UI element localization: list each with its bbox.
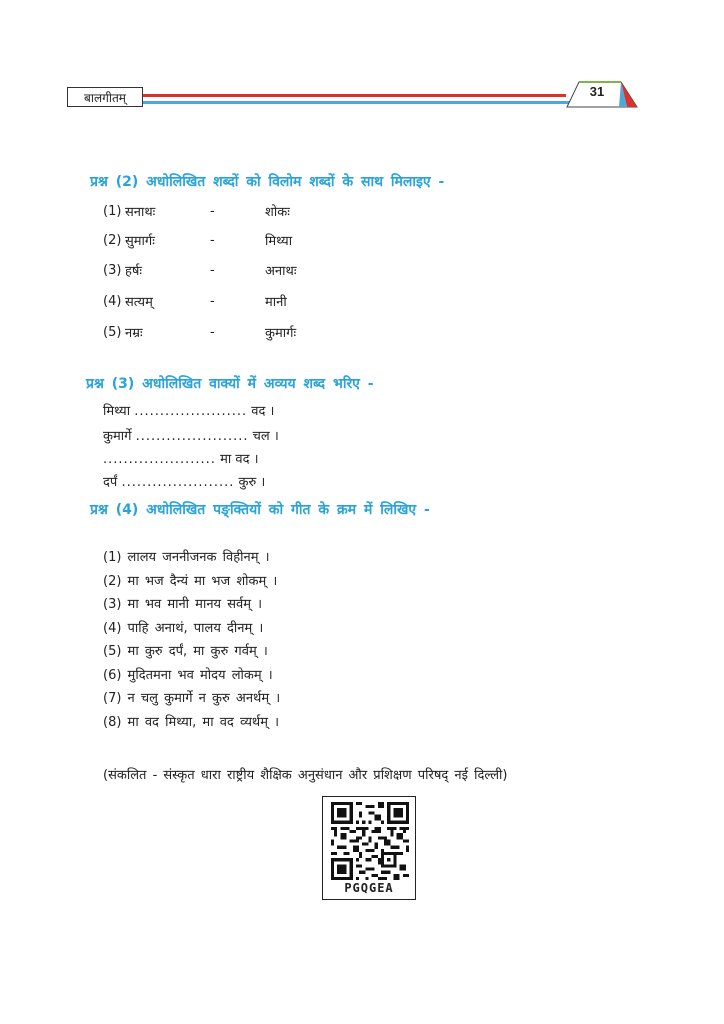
match-row <box>103 259 297 281</box>
song-line: (8) मा वद मिथ्या, मा वद व्यर्थम् । <box>103 715 280 730</box>
fill-after: मा वद । <box>220 452 259 467</box>
match-number: (2) <box>103 232 122 248</box>
fill-before: मिथ्या <box>103 404 131 419</box>
match-row <box>103 321 297 343</box>
header-rule-red <box>143 94 566 97</box>
match-dash: - <box>210 293 215 309</box>
source-citation: (संकलित - संस्कृत धारा राष्ट्रीय शैक्षिक अनुसंधान और प्रशिक्षण परिषद् नई दिल्ली) <box>103 768 508 783</box>
match-row <box>103 229 293 251</box>
fill-before: दर्पं <box>103 475 118 490</box>
song-line: (3) मा भव मानी मानय सर्वम् । <box>103 597 263 612</box>
match-dash: - <box>210 203 215 219</box>
fill-blank-row <box>103 472 265 490</box>
antonym-word: शोकः <box>265 205 290 220</box>
fill-after: वद । <box>251 404 275 419</box>
page-number: 31 <box>589 84 605 99</box>
match-word: सत्यम् <box>125 295 153 310</box>
antonym-word: कुमार्गः <box>265 326 297 341</box>
qr-code-box[interactable] <box>322 796 416 900</box>
match-number: (1) <box>103 203 122 219</box>
match-number: (5) <box>103 324 122 340</box>
antonym-word: मिथ्या <box>265 234 293 249</box>
question-3-title: प्रश्न (3) अधोलिखित वाक्यों में अव्यय शब्द भरिए - <box>86 376 374 392</box>
fill-blank: ...................... <box>135 429 249 444</box>
antonym-word: मानी <box>265 295 287 310</box>
match-dash: - <box>210 262 215 278</box>
antonym-word: अनाथः <box>265 264 297 279</box>
fill-blank-row <box>103 401 274 419</box>
match-dash: - <box>210 232 215 248</box>
song-line: (1) लालय जननीजनक विहीनम् । <box>103 550 270 565</box>
question-4-title: प्रश्न (4) अधोलिखित पङ्क्तियों को गीत के क्रम में लिखिए - <box>90 502 430 518</box>
song-line: (2) मा भज दैन्यं मा भज शोकम् । <box>103 574 278 589</box>
fill-blank: ...................... <box>134 404 248 419</box>
fill-blank-row <box>103 426 279 444</box>
match-word: सनाथः <box>125 205 156 220</box>
song-line: (7) न चलु कुमार्गे न कुरु अनर्थम् । <box>103 691 281 706</box>
fill-blank-row <box>103 449 259 467</box>
match-number: (3) <box>103 262 122 278</box>
song-line: (5) मा कुरु दर्पं, मा कुरु गर्वम् । <box>103 644 268 659</box>
fill-blank: ...................... <box>103 452 216 467</box>
qr-code-label: PGQGEA <box>344 881 394 895</box>
question-2-title: प्रश्न (2) अधोलिखित शब्दों को विलोम शब्दों के साथ मिलाइए - <box>90 174 445 190</box>
qr-code-icon <box>329 802 411 880</box>
fill-after: कुरु । <box>238 475 266 490</box>
page-number-tab <box>565 76 639 110</box>
fill-blank: ...................... <box>121 475 235 490</box>
match-word: हर्षः <box>125 264 143 279</box>
header-rule-blue <box>143 101 613 104</box>
match-number: (4) <box>103 293 122 309</box>
song-line: (4) पाहि अनाथं, पालय दीनम् । <box>103 621 264 636</box>
match-row <box>103 200 290 222</box>
book-title: बालगीतम् <box>84 90 126 105</box>
book-title-box <box>67 87 143 107</box>
match-word: सुमार्गः <box>125 234 155 249</box>
fill-after: चल । <box>252 429 279 444</box>
match-row <box>103 290 287 312</box>
fill-before: कुमार्गे <box>103 429 132 444</box>
match-word: नम्रः <box>125 326 143 341</box>
song-line: (6) मुदितमना भव मोदय लोकम् । <box>103 668 273 683</box>
match-dash: - <box>210 324 215 340</box>
